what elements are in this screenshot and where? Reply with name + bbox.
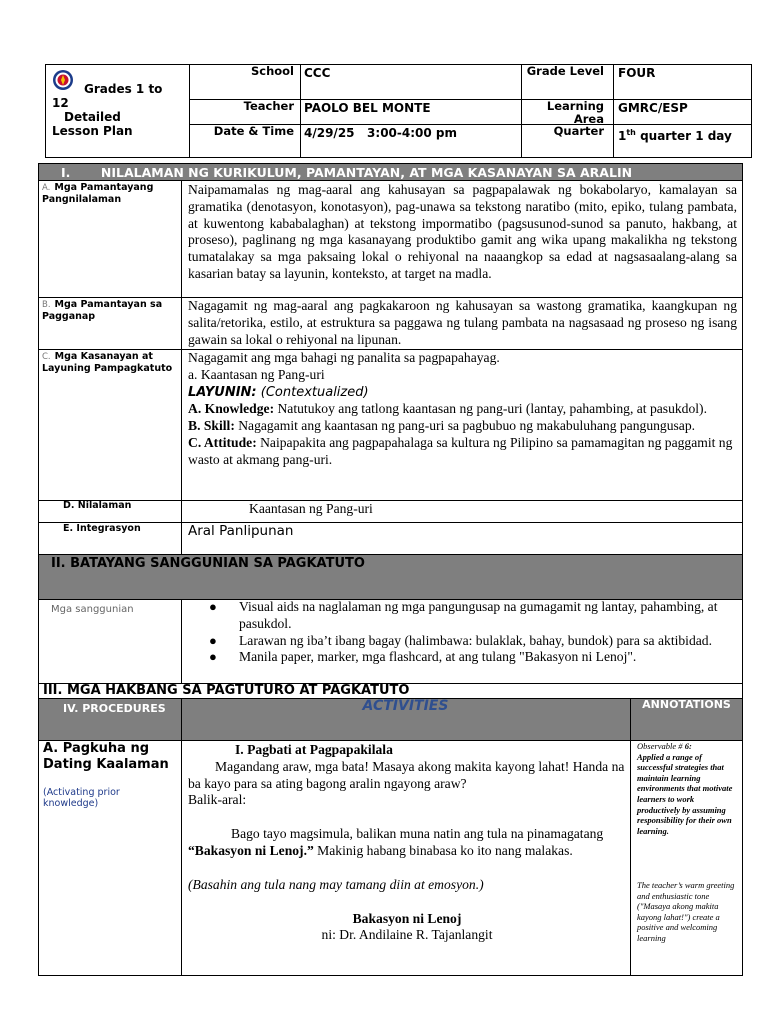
- section1-title: I. NILALAMAN NG KURIKULUM, PAMANTAYAN, AT MGA KASANAYAN SA ARALIN: [61, 165, 633, 180]
- datetime-label: Date & Time: [213, 124, 294, 138]
- annotation-observable: Observable # 6: Applied a range of successful strategies that maintain learning environments that motivate learners to work productively by assuming responsibility for their own learning.: [637, 741, 733, 836]
- activities-content: I. Pagbati at Pagpapakilala Magandang araw, mga bata! Masaya akong makita kayong lahat! Handa na ba kayo para sa ating bagong aralin ngayong araw? Balik-aral: Bago tayo magsimula, balikan muna natin ang tula na pinamagatang “Bakasyon ni Lenoj.” Makinig habang binabasa ko ito nang malakas. (Basahin ang tula nang may tamang diin at emosyon.) Bakasyon ni Lenoj ni: Dr. Andilaine R. Tajanlangit: [188, 742, 625, 943]
- divider: [521, 65, 522, 157]
- list-item: ● Larawan ng iba’t ibang bagay (halimbawa: bulaklak, bahay, bundok) para sa aktibidad.: [209, 633, 739, 650]
- divider: [300, 65, 301, 157]
- row-a-content: Naipamamalas ng mag-aaral ang kahusayan sa pagpapalawak ng bokabolaryo, kamalayan sa gramatika (denotasyon, konotasyon), pag-unawa sa tekstong naratibo (mito, epiko, tulang pambata, at kuwentong kababalaghan) at tekstong impormatibo (pagsusunod-sunod sa panuto, hakbang, at proseso), paglinang ng mga kasanayang produktibo gamit ang wika upang makalikha ng tekstong tumatalakay sa mga paksaing lokal o rehiyonal na naaangkop sa edad at nagsasaalang-alang sa kasarian batay sa layunin, konteksto, at target na madla.: [188, 182, 737, 281]
- learning-area-value: GMRC/ESP: [618, 101, 688, 115]
- quarter-label: Quarter: [553, 124, 604, 138]
- divider: [181, 180, 182, 554]
- row-d-content: Kaantasan ng Pang-uri: [249, 501, 373, 516]
- datetime-value: 4/29/25 3:00-4:00 pm: [304, 126, 457, 140]
- teacher-value: PAOLO BEL MONTE: [304, 101, 431, 115]
- list-item: ● Manila paper, marker, mga flashcard, at ang tulang "Bakasyon ni Lenoj".: [209, 649, 739, 666]
- row-c-label: C. Mga Kasanayan at Layuning Pampagkatuto: [42, 351, 173, 374]
- row-e-label: E. Integrasyon: [63, 523, 141, 534]
- procedure-a-title: A. Pagkuha ng Dating Kaalaman: [43, 741, 169, 772]
- teacher-label: Teacher: [243, 99, 294, 113]
- grade-level-value: FOUR: [618, 66, 656, 80]
- row-e-content: Aral Panlipunan: [188, 523, 294, 539]
- row-d-label: D. Nilalaman: [63, 500, 132, 511]
- school-value: CCC: [304, 66, 331, 80]
- row-c-content: Nagagamit ang mga bahagi ng panalita sa pagpapahayag. a. Kaantasan ng Pang-uri LAYUNIN: (Contextualized) A. Knowledge: Natutukoy ang tatlong kaantasan ng pang-uri (lantay, pahambing, at pasukdol). B. Skill: Nagagamit ang kaantasan ng pang-uri sa pagbubuo ng makabuluhang pangungusap. C. Attitude: Naipapakita ang pagpapahalaga sa kultura ng Pilipino sa pamamagitan ng paggamit ng wasto at akmang pang-uri.: [188, 350, 733, 467]
- title-line4: Lesson Plan: [52, 124, 133, 138]
- title-line1: Grades 1 to: [84, 82, 163, 96]
- title-line2: 12: [52, 96, 69, 110]
- divider: [189, 65, 190, 157]
- section2-title: II. BATAYANG SANGGUNIAN SA PAGKATUTO: [51, 556, 365, 571]
- references-list: [209, 599, 739, 666]
- grade-level-label: Grade Level: [526, 64, 604, 78]
- row-b-content: Nagagamit ng mag-aaral ang pagkakaroon ng kahusayan sa wastong gramatika, kaangkupan ng salita/retorika, estilo, at estruktura sa paggawa ng tulang pambata na nagsasaad ng proseso ng isang gawain sa lokal o rehiyonal na lipunan.: [188, 298, 737, 347]
- divider: [181, 599, 182, 683]
- learning-area-label: Learning Area: [546, 99, 604, 126]
- list-item: ● Visual aids na naglalaman ng mga pangungusap na gumagamit ng lantay, pahambing, at pasukdol.: [209, 599, 739, 633]
- annotation-greeting: The teacher’s warm greeting and enthusiastic tone ("Masaya akong makita kayong lahat!") create a positive and welcoming learning: [637, 880, 735, 943]
- quarter-value: 1th quarter 1 day: [618, 128, 732, 143]
- lesson-table: [38, 163, 743, 976]
- sanggunian-label: Mga sanggunian: [51, 604, 134, 615]
- activities-header: ACTIVITIES: [362, 698, 449, 714]
- deped-seal-icon: [52, 69, 74, 91]
- annotations-header: ANNOTATIONS: [642, 698, 731, 711]
- title-line3: Detailed: [64, 110, 121, 124]
- procedures-header: IV. PROCEDURES: [63, 702, 166, 715]
- row-b-label: B. Mga Pamantayan sa Pagganap: [42, 299, 163, 322]
- school-label: School: [250, 64, 294, 78]
- row-a-label: A. Mga Pamantayang Pangnilalaman: [42, 182, 154, 205]
- procedure-a-subtitle: (Activating prior knowledge): [43, 787, 120, 809]
- header-table: [45, 64, 752, 158]
- divider: [613, 65, 614, 157]
- section3-title: III. MGA HAKBANG SA PAGTUTURO AT PAGKATUTO: [43, 683, 410, 698]
